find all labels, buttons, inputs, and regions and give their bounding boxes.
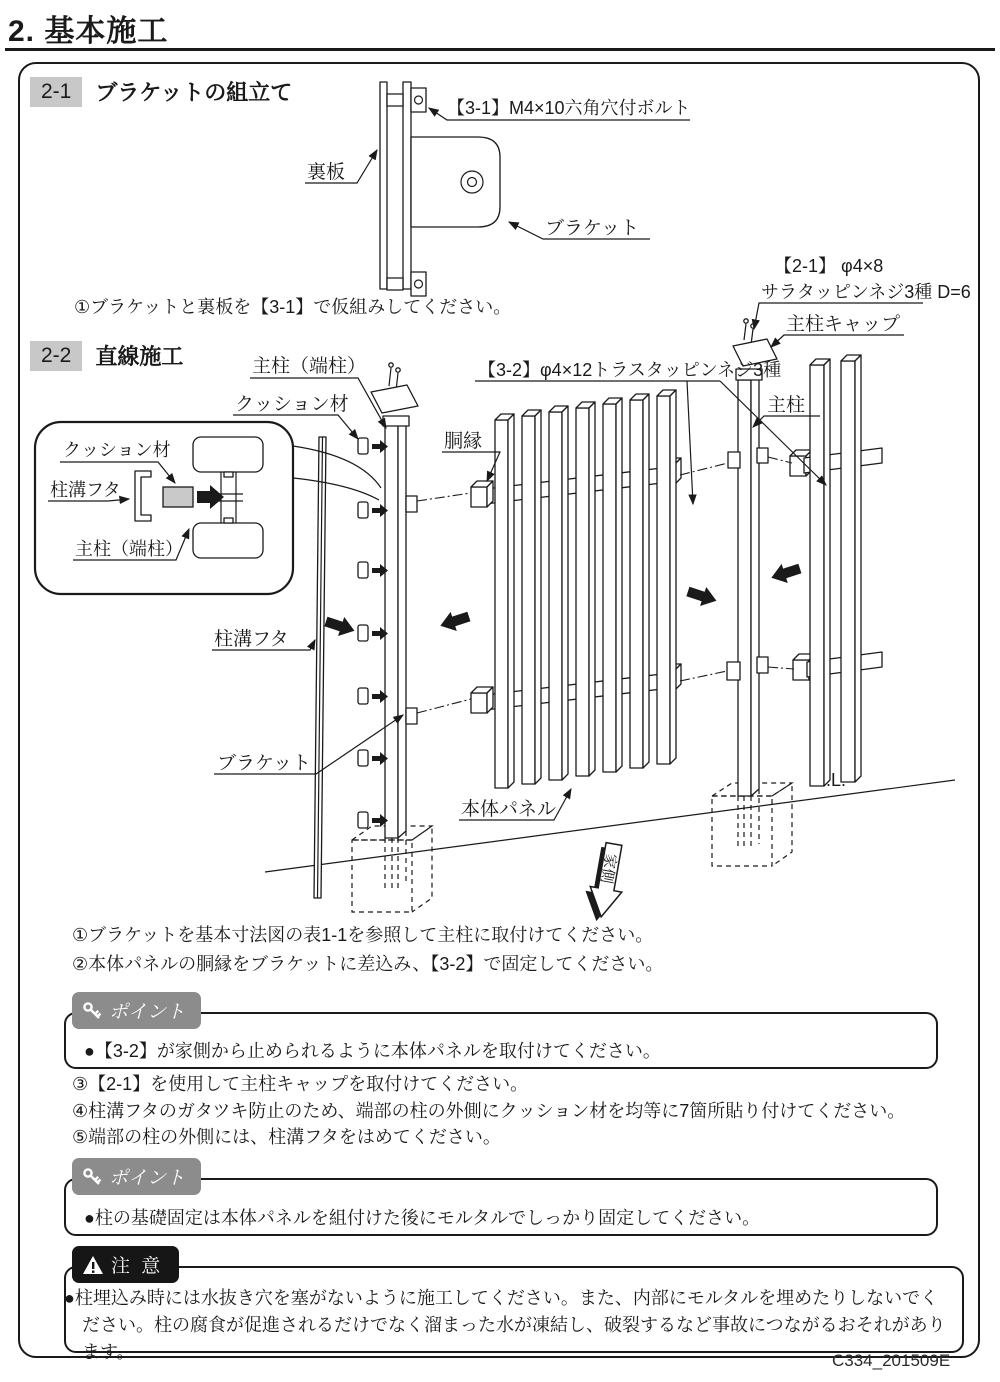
page-title: 2. 基本施工 [8, 15, 169, 48]
label-bolt: 【3-1】M4×10六角穴付ボルト [447, 98, 691, 118]
steps-b [72, 1071, 905, 1151]
key-icon [82, 1167, 102, 1187]
label-post: 主柱 [767, 395, 806, 416]
panel2-slats [810, 355, 861, 786]
inset-label-cushion: クッション材 [63, 440, 171, 460]
label-cushion: クッション材 [235, 394, 349, 415]
key-icon [82, 1001, 102, 1021]
foundation-left [352, 826, 432, 912]
document-code: C334_201509E [832, 1351, 951, 1370]
panel-slats [495, 390, 676, 788]
end-post-bracket-lower [406, 708, 417, 724]
label-end-post: 主柱（端柱） [252, 356, 367, 377]
end-post [371, 363, 418, 838]
label-post-cap: 主柱キャップ [786, 314, 901, 335]
caution-box-text: ●柱埋込み時には水抜き穴を塞がないように施工してください。また、内部にモルタルを埋めたりしないでください。柱の腐食が促進されるだけでなく溜まった水が凍結し、破裂するなど事故につながるおそれがあります。 [64, 1288, 946, 1362]
label-groove-cover: 柱溝フタ [214, 629, 289, 650]
label-truss-screw: 【3-2】φ4×12トラスタッピンネジ3種 [478, 360, 782, 380]
end-post-cap [371, 385, 418, 413]
point-box-1-text: ●【3-2】が家側から止められるように本体パネルを取付けてください。 [84, 1041, 661, 1061]
end-post-bracket-upper [406, 496, 417, 512]
caution-box-tab [72, 1246, 179, 1283]
warning-icon [82, 1255, 104, 1275]
label-cap-screw-2: サラタッピンネジ3種 D=6 [761, 282, 971, 302]
section-2-2-number: 2-2 [30, 341, 82, 371]
label-cap-screw-1: 【2-1】 φ4×8 [774, 256, 884, 276]
house-side-arrow [581, 841, 630, 925]
label-panel: 本体パネル [461, 799, 557, 820]
section-2-2-title: 直線施工 [95, 344, 184, 369]
groove-cover-plate [314, 437, 326, 898]
label-backplate: 裏板 [307, 162, 346, 183]
caution-box-tab-label: 注 意 [111, 1256, 164, 1277]
section-2-2-header [30, 340, 183, 371]
bracket-arm [411, 137, 500, 227]
steps-a [72, 921, 663, 979]
label-bracket: ブラケット [217, 753, 312, 774]
inset-cushion-block [163, 487, 193, 507]
label-bracket: ブラケット [545, 218, 640, 239]
section-2-1-title: ブラケットの組立て [95, 80, 293, 105]
post-section-top-flange [193, 437, 263, 472]
step-2-2-5: ⑤端部の柱の外側には、柱溝フタをはめてください。 [72, 1127, 501, 1147]
point-box-1-tab [72, 992, 201, 1029]
label-rail: 胴縁 [444, 431, 483, 452]
section-2-1-header [30, 76, 292, 107]
inset-label-end-post: 主柱（端柱） [75, 539, 183, 559]
step-2-1-1: ①ブラケットと裏板を【3-1】で仮組みしてください。 [74, 297, 512, 317]
middle-post [727, 319, 777, 796]
point-box-2-tab-label: ポイント [109, 1168, 186, 1189]
point-box-2-text: ●柱の基礎固定は本体パネルを組付けた後にモルタルでしっかり固定してください。 [84, 1208, 761, 1228]
step-2-2-4: ④柱溝フタのガタツキ防止のため、端部の柱の外側にクッション材を均等に7箇所貼り付けてください。 [72, 1100, 906, 1121]
point-box-1-tab-label: ポイント [109, 1002, 186, 1023]
section-2-1-number: 2-1 [30, 77, 82, 107]
step-2-2-3: ③【2-1】を使用して主柱キャップを取付けてください。 [72, 1074, 529, 1094]
point-box-2-tab [72, 1158, 201, 1195]
step-2-2-1: ①ブラケットを基本寸法図の表1-1を参照して主柱に取付けてください。 [72, 925, 654, 945]
inset-label-groove-cover: 柱溝フタ [50, 480, 121, 500]
inset-detail [35, 422, 381, 594]
step-2-2-2: ②本体パネルの胴縁をブラケットに差込み、【3-2】で固定してください。 [72, 954, 664, 974]
label-house-side: 家側 [597, 852, 620, 885]
title-rule [5, 48, 995, 51]
panel2-rails [790, 448, 882, 680]
post-section-bottom-flange [193, 523, 263, 558]
